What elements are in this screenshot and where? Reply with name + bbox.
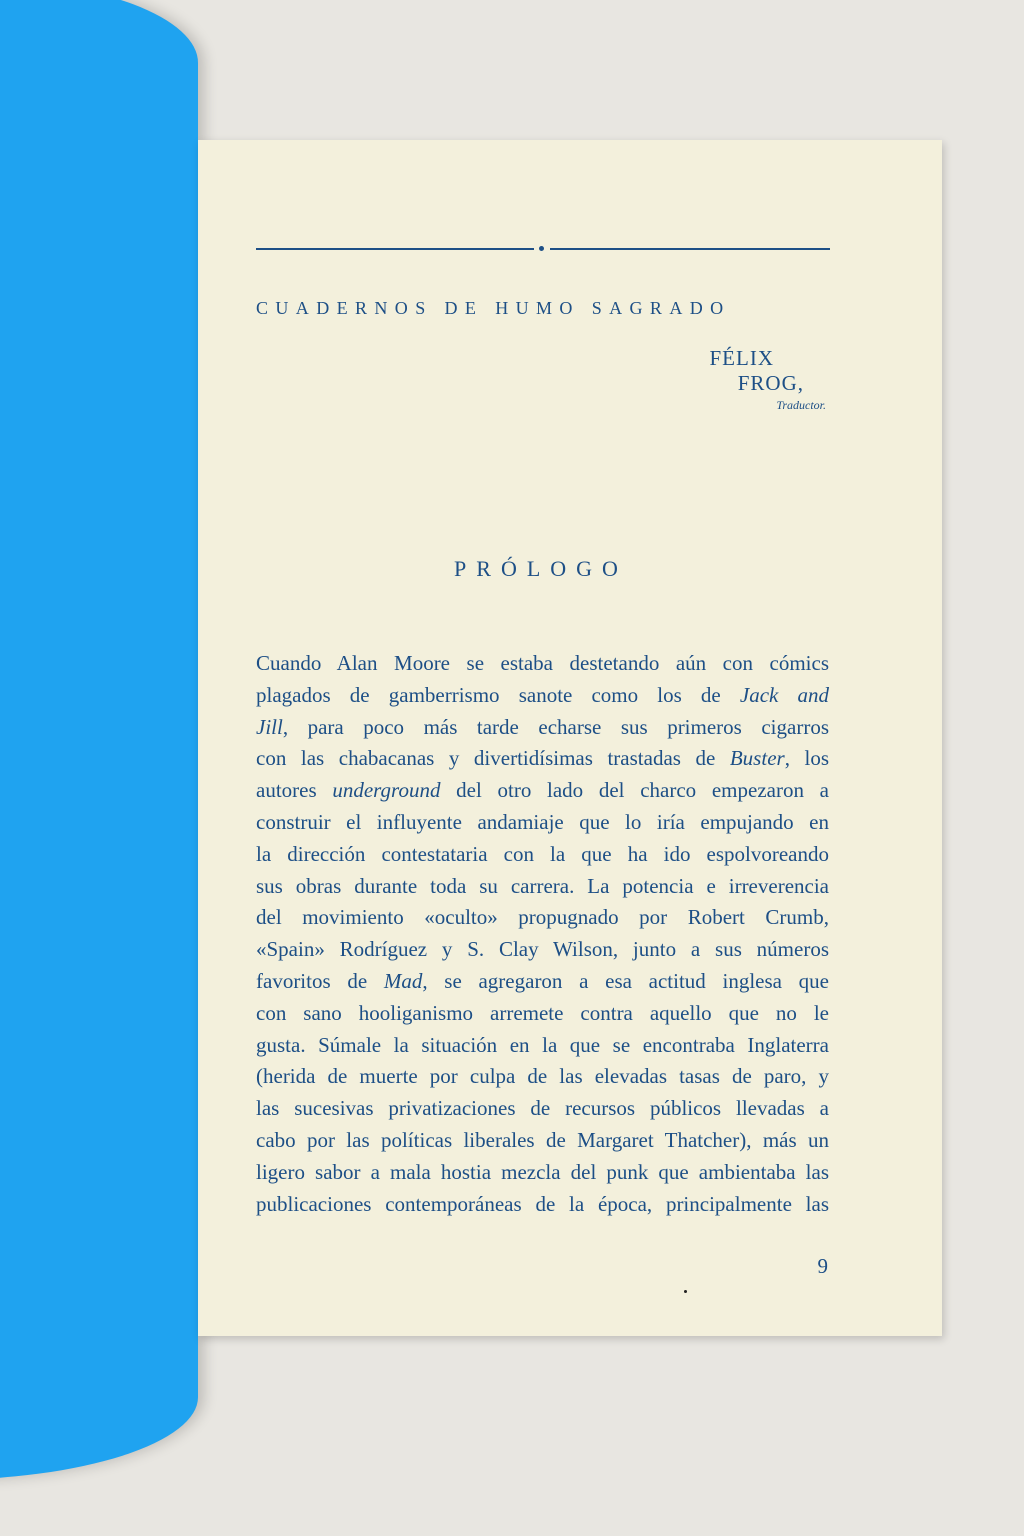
body-text-run: gusta. Súmale la situación en la que se encontraba Inglaterra (256, 1032, 829, 1057)
body-text-run: construir el influyente andamiaje que lo iría empujando en (256, 809, 829, 834)
body-line (256, 712, 829, 744)
body-text-run: favoritos de (256, 968, 384, 993)
body-text-run: las sucesivas privatizaciones de recursos públicos llevadas a (256, 1096, 829, 1121)
body-text-run: , los (784, 746, 829, 771)
paper-speck (684, 1290, 687, 1293)
italic-title-run: Mad (383, 968, 423, 993)
book-cover-edge (0, 0, 198, 1480)
body-line (256, 934, 829, 966)
body-text-run: del otro lado del charco empezaron a (440, 778, 829, 803)
body-line (256, 680, 829, 712)
body-line (256, 775, 829, 807)
body-text-run: (herida de muerte por culpa de las elevadas tasas de paro, y (256, 1064, 829, 1089)
rule-right-segment (550, 248, 830, 250)
translator-first-name: FÉLIX (709, 346, 774, 370)
italic-title-run: Jack and (739, 682, 829, 707)
body-text-run: cabo por las políticas liberales de Margaret Thatcher), más un (256, 1127, 829, 1152)
body-text-run: Cuando Alan Moore se estaba destetando aún con cómics (256, 651, 829, 675)
body-text-run: autores (256, 778, 333, 803)
chapter-heading: PRÓLOGO (454, 556, 628, 581)
body-line (256, 1125, 829, 1157)
body-line (256, 902, 829, 934)
body-line (256, 1189, 829, 1221)
body-text-run: del movimiento «oculto» propugnado por Robert Crumb, (256, 905, 829, 930)
body-text-run: con las chabacanas y divertidísimas trastadas de (256, 746, 730, 771)
body-line (256, 1061, 829, 1093)
body-text-run: ligero sabor a mala hostia mezcla del punk que ambientaba las (256, 1159, 829, 1184)
translator-role: Traductor. (776, 398, 826, 412)
body-text-run: , para poco más tarde echarse sus primeros cigarros (282, 714, 829, 739)
body-line (256, 807, 829, 839)
body-line (256, 966, 829, 998)
book-page (198, 140, 942, 1336)
body-line (256, 871, 829, 903)
body-text-run: , se agregaron a esa actitud inglesa que (422, 968, 829, 993)
page-number: 9 (817, 1254, 828, 1278)
body-line (256, 839, 829, 871)
body-line (256, 648, 829, 680)
rule-center-dot (539, 246, 544, 251)
body-line (256, 1157, 829, 1189)
body-text-run: sus obras durante toda su carrera. La potencia e irreverencia (256, 873, 829, 898)
body-text-run: plagados de gamberrismo sanote como los de (256, 682, 740, 707)
header-ornament-rule (256, 248, 830, 250)
body-line (256, 1030, 829, 1062)
body-text-run: «Spain» Rodríguez y S. Clay Wilson, junto a sus números (256, 937, 829, 962)
body-text-run: publicaciones contemporáneas de la época, principalmente las (256, 1191, 829, 1216)
body-text-run: la dirección contestataria con la que ha ido espolvoreando (256, 841, 829, 866)
translator-last-name: FROG, (737, 371, 804, 395)
series-title: CUADERNOS DE HUMO SAGRADO (256, 298, 731, 318)
body-line (256, 743, 829, 775)
body-line (256, 998, 829, 1030)
body-text (256, 648, 829, 1220)
body-line (256, 1093, 829, 1125)
italic-title-run: underground (332, 778, 441, 803)
italic-title-run: Jill (256, 714, 283, 739)
body-text-run: con sano hooliganismo arremete contra aquello que no le (256, 1000, 829, 1025)
rule-left-segment (256, 248, 534, 250)
italic-title-run: Buster (729, 746, 785, 771)
